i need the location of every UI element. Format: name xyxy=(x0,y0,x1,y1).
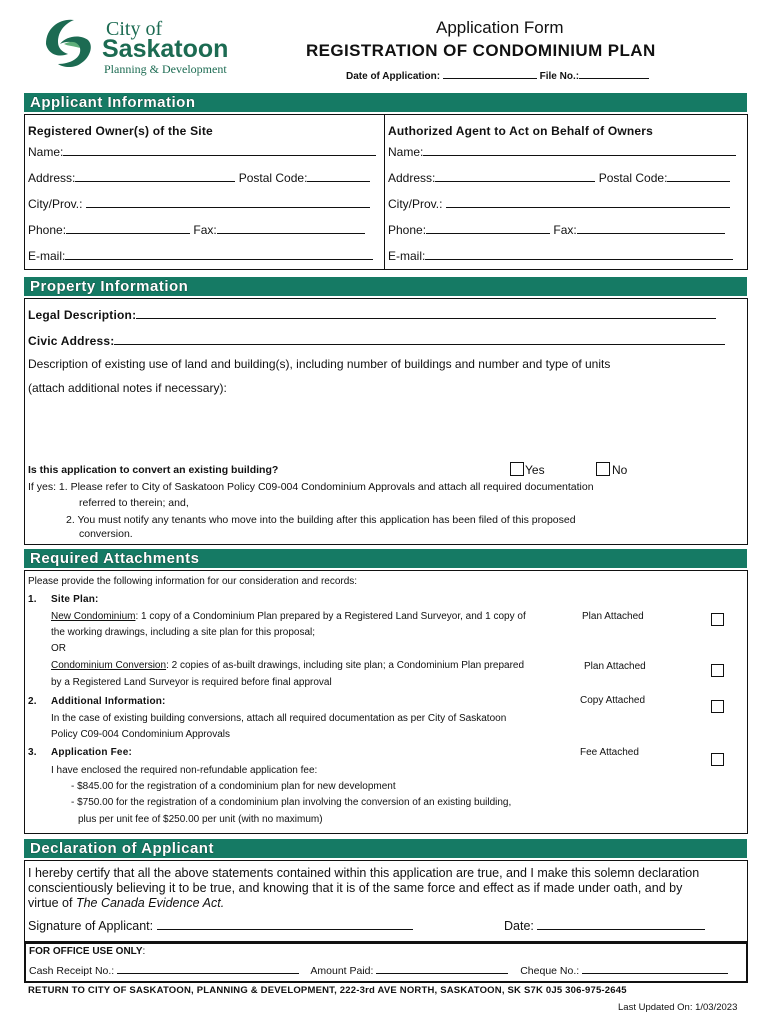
legal-description-row xyxy=(28,308,716,322)
owner-address-input[interactable] xyxy=(75,171,235,182)
declaration-virtue: virtue of xyxy=(28,896,76,910)
fee-attached-label: Fee Attached xyxy=(580,747,639,758)
owner-email-label: E-mail: xyxy=(28,249,66,263)
declaration-text-line3 xyxy=(28,896,224,910)
amount-paid-label: Amount Paid: xyxy=(310,965,374,977)
legal-description-label: Legal Description: xyxy=(28,308,137,322)
declaration-text-line1: I hereby certify that all the above statements contained within this application are true, and I make this solemn declaration xyxy=(28,866,700,880)
owner-email-input[interactable] xyxy=(65,249,373,260)
existing-use-textarea[interactable] xyxy=(28,400,738,456)
or-label: OR xyxy=(51,643,66,654)
plan-attached-checkbox-2[interactable] xyxy=(711,664,724,677)
agent-title: Authorized Agent to Act on Behalf of Owners xyxy=(388,124,654,138)
ifyes-item1: If yes: 1. Please refer to City of Saskatoon Policy C09-004 Condominium Approvals and attach all required documentation xyxy=(28,481,594,493)
property-section-heading: Property Information xyxy=(24,277,747,296)
ifyes-item1-cont: referred to therein; and, xyxy=(79,497,189,509)
declaration-date-label: Date: xyxy=(504,919,534,933)
additional-info-number: 2. xyxy=(28,696,37,707)
last-updated: Last Updated On: 1/03/2023 xyxy=(618,1002,738,1013)
file-no-label: File No.: xyxy=(539,71,580,82)
owner-city-label: City/Prov.: xyxy=(28,197,83,211)
agent-email-label: E-mail: xyxy=(388,249,426,263)
copy-attached-label: Copy Attached xyxy=(580,695,646,706)
return-address: RETURN TO CITY OF SASKATOON, PLANNING & DEVELOPMENT, 222-3rd AVE NORTH, SASKATOON, SK S7K 0J5 306-975-2645 xyxy=(28,985,627,996)
applicant-divider xyxy=(384,114,385,270)
applicant-section-heading: Applicant Information xyxy=(24,93,747,112)
owner-address-label: Address: xyxy=(28,171,76,185)
owner-fax-input[interactable] xyxy=(217,223,365,234)
agent-postal-label: Postal Code: xyxy=(598,171,668,185)
file-no-field[interactable] xyxy=(579,68,649,79)
cheque-no-field[interactable] xyxy=(582,963,728,974)
signature-label: Signature of Applicant: xyxy=(28,919,154,933)
form-type: Application Form xyxy=(436,18,564,37)
owner-postal-label: Postal Code: xyxy=(238,171,308,185)
conversion-text: : 2 copies of as-built drawings, including site plan; a Condominium Plan prepared xyxy=(166,660,525,671)
agent-phone-row xyxy=(388,223,725,237)
city-logo xyxy=(44,18,254,78)
office-use-title-text: FOR OFFICE USE ONLY xyxy=(29,946,143,957)
office-use-title xyxy=(29,946,145,958)
declaration-text-line2: conscientiously believing it to be true, and knowing that it is of the same force and effect as if made under oath, and by xyxy=(28,881,683,895)
new-condo-label: New Condominium xyxy=(51,611,136,622)
convert-yes-checkbox[interactable] xyxy=(510,462,524,476)
owner-phone-label: Phone: xyxy=(28,223,67,237)
agent-name-input[interactable] xyxy=(423,145,736,156)
fee-attached-checkbox[interactable] xyxy=(711,753,724,766)
office-use-colon: : xyxy=(142,946,146,957)
new-condo-line xyxy=(51,611,526,623)
date-of-application xyxy=(346,68,649,83)
agent-postal-input[interactable] xyxy=(667,171,730,182)
agent-city-row xyxy=(388,197,730,211)
signature-field[interactable] xyxy=(157,919,413,930)
agent-address-row xyxy=(388,171,730,185)
application-fee-title: Application Fee: xyxy=(51,747,132,758)
logo-mark-icon xyxy=(44,18,98,70)
civic-address-input[interactable] xyxy=(114,334,725,345)
civic-address-label: Civic Address: xyxy=(28,334,115,348)
conversion-line xyxy=(51,660,524,672)
signature-row xyxy=(28,919,413,933)
page-title: REGISTRATION OF CONDOMINIUM PLAN xyxy=(306,41,656,60)
amount-paid-field[interactable] xyxy=(376,963,508,974)
owner-email-row xyxy=(28,249,373,263)
cheque-no-label: Cheque No.: xyxy=(520,965,580,977)
agent-fax-label: Fax: xyxy=(553,223,577,237)
owner-name-label: Name: xyxy=(28,145,64,159)
convert-question: Is this application to convert an existing building? xyxy=(28,464,279,476)
plan-attached-checkbox-1[interactable] xyxy=(711,613,724,626)
owner-city-input[interactable] xyxy=(86,197,370,208)
agent-phone-input[interactable] xyxy=(426,223,550,234)
declaration-date-field[interactable] xyxy=(537,919,705,930)
application-fee-text: I have enclosed the required non-refundable application fee: xyxy=(51,765,318,776)
plan-attached-label-2: Plan Attached xyxy=(584,661,646,672)
site-plan-title: Site Plan: xyxy=(51,594,99,605)
application-fee-number: 3. xyxy=(28,747,37,758)
date-of-application-field[interactable] xyxy=(443,68,537,79)
agent-address-input[interactable] xyxy=(435,171,595,182)
agent-fax-input[interactable] xyxy=(577,223,725,234)
existing-use-description: Description of existing use of land and building(s), including number of buildings and number and type of units xyxy=(28,357,611,371)
additional-info-text: In the case of existing building conversions, attach all required documentation as per City of Saskatoon xyxy=(51,713,507,724)
convert-no-checkbox[interactable] xyxy=(596,462,610,476)
logo-line2: Saskatoon xyxy=(102,35,229,63)
attachments-intro: Please provide the following information for our consideration and records: xyxy=(28,576,358,587)
fee-item-1: - $845.00 for the registration of a condominium plan for new development xyxy=(71,781,396,792)
agent-email-input[interactable] xyxy=(425,249,733,260)
cash-receipt-field[interactable] xyxy=(117,963,299,974)
declaration-date-row xyxy=(504,919,705,933)
site-plan-number: 1. xyxy=(28,594,37,605)
ifyes-item2: 2. You must notify any tenants who move into the building after this application has been filed of this proposed xyxy=(66,514,576,526)
owner-name-input[interactable] xyxy=(63,145,376,156)
cash-receipt-label: Cash Receipt No.: xyxy=(29,965,115,977)
new-condo-text: : 1 copy of a Condominium Plan prepared by a Registered Land Surveyor, and 1 copy of xyxy=(135,611,526,622)
agent-city-label: City/Prov.: xyxy=(388,197,443,211)
office-use-row xyxy=(29,963,728,977)
ifyes-item2-cont: conversion. xyxy=(79,528,133,540)
additional-info-text2: Policy C09-004 Condominium Approvals xyxy=(51,729,230,740)
convert-yes-label: Yes xyxy=(525,463,545,477)
copy-attached-checkbox[interactable] xyxy=(711,700,724,713)
civic-address-row xyxy=(28,334,725,348)
logo-line1: City of xyxy=(106,18,163,40)
agent-city-input[interactable] xyxy=(446,197,730,208)
owner-title: Registered Owner(s) of the Site xyxy=(28,124,213,138)
legal-description-input[interactable] xyxy=(136,308,716,319)
owner-phone-input[interactable] xyxy=(66,223,190,234)
canada-evidence-act: The Canada Evidence Act. xyxy=(75,896,225,910)
convert-no-label: No xyxy=(612,463,628,477)
agent-phone-label: Phone: xyxy=(388,223,427,237)
new-condo-text2: the working drawings, including a site plan for this proposal; xyxy=(51,627,316,638)
agent-address-label: Address: xyxy=(388,171,436,185)
fee-item-2: - $750.00 for the registration of a condominium plan involving the conversion of an existing building, xyxy=(71,797,512,808)
conversion-text2: by a Registered Land Surveyor is required before final approval xyxy=(51,677,332,688)
agent-name-label: Name: xyxy=(388,145,424,159)
owner-phone-row xyxy=(28,223,365,237)
owner-address-row xyxy=(28,171,370,185)
owner-postal-input[interactable] xyxy=(307,171,370,182)
agent-name-row xyxy=(388,145,736,159)
fee-item-2-cont: plus per unit fee of $250.00 per unit (with no maximum) xyxy=(78,814,323,825)
attachments-section-heading: Required Attachments xyxy=(24,549,747,568)
agent-email-row xyxy=(388,249,733,263)
plan-attached-label-1: Plan Attached xyxy=(582,611,644,622)
existing-use-description-note: (attach additional notes if necessary): xyxy=(28,381,227,395)
date-of-application-label: Date of Application: xyxy=(346,71,441,82)
declaration-section-heading: Declaration of Applicant xyxy=(24,839,747,858)
owner-fax-label: Fax: xyxy=(193,223,217,237)
logo-line3: Planning & Development xyxy=(104,62,227,76)
additional-info-title: Additional Information: xyxy=(51,696,166,707)
owner-city-row xyxy=(28,197,370,211)
conversion-label: Condominium Conversion xyxy=(51,660,167,671)
owner-name-row xyxy=(28,145,376,159)
